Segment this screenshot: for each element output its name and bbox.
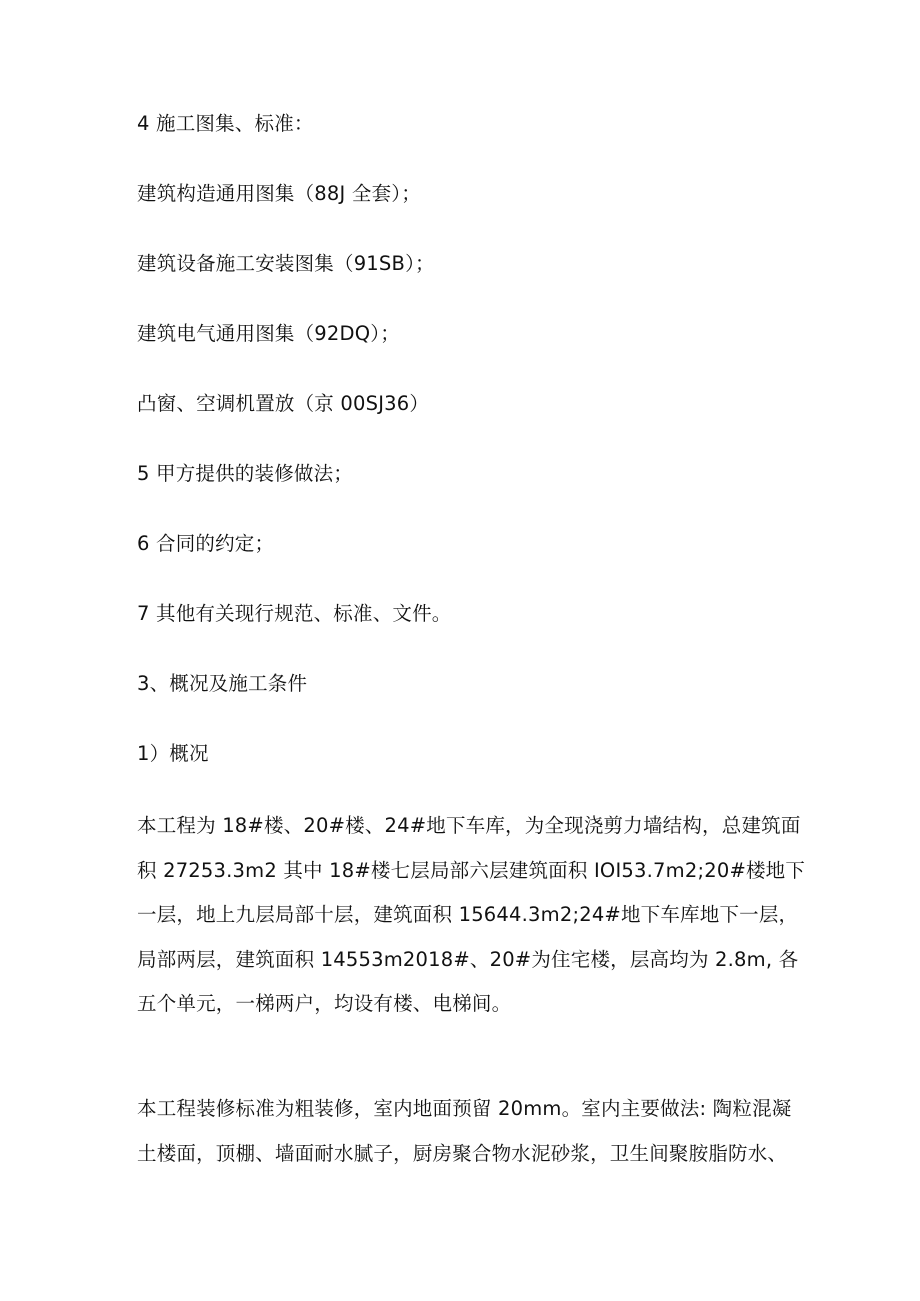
paragraph-project-overview [137, 812, 806, 1035]
list-item-atlas-91sb: 建筑设备施工安装图集（91SB）； [137, 252, 435, 275]
section-heading-overview: 3、概况及施工条件 [137, 672, 308, 695]
paragraph-line: 积 27253.3m2 其中 18#楼七层局部六层建筑面积 IOI53.7m2;20#楼地下 [137, 858, 806, 882]
paragraph-line: 五个单元，一梯两户，均设有楼、电梯间。 [137, 992, 512, 1015]
section-heading-construction-atlases: 4 施工图集、标准： [137, 112, 314, 135]
list-item-atlas-88j: 建筑构造通用图集（88J 全套）； [137, 182, 421, 205]
list-item-contract: 6 合同的约定； [137, 532, 275, 555]
list-item-other-standards: 7 其他有关现行规范、标准、文件。 [137, 602, 452, 625]
subsection-heading-overview: 1）概况 [137, 742, 209, 765]
paragraph-line: 土楼面，顶棚、墙面耐水腻子，厨房聚合物水泥砂浆，卫生间聚胺脂防水、 [137, 1141, 788, 1165]
paragraph-decoration-standard [137, 1095, 800, 1184]
paragraph-line: 一层，地上九层局部十层，建筑面积 15644.3m2;24#地下车库地下一层， [137, 903, 799, 926]
list-item-decoration-method: 5 甲方提供的装修做法； [137, 462, 354, 485]
list-item-atlas-92dq: 建筑电气通用图集（92DQ）； [137, 322, 400, 345]
paragraph-line: 局部两层，建筑面积 14553m2018#、20#为住宅楼，层高均为 2.8m, 各 [137, 947, 799, 971]
paragraph-line: 本工程装修标准为粗装修，室内地面预留 20mm。室内主要做法: 陶粒混凝 [137, 1097, 792, 1120]
paragraph-line: 本工程为 18#楼、20#楼、24#地下车库，为全现浇剪力墙结构，总建筑面 [137, 814, 801, 837]
list-item-bay-window: 凸窗、空调机置放（京 00SJ36） [137, 392, 430, 415]
